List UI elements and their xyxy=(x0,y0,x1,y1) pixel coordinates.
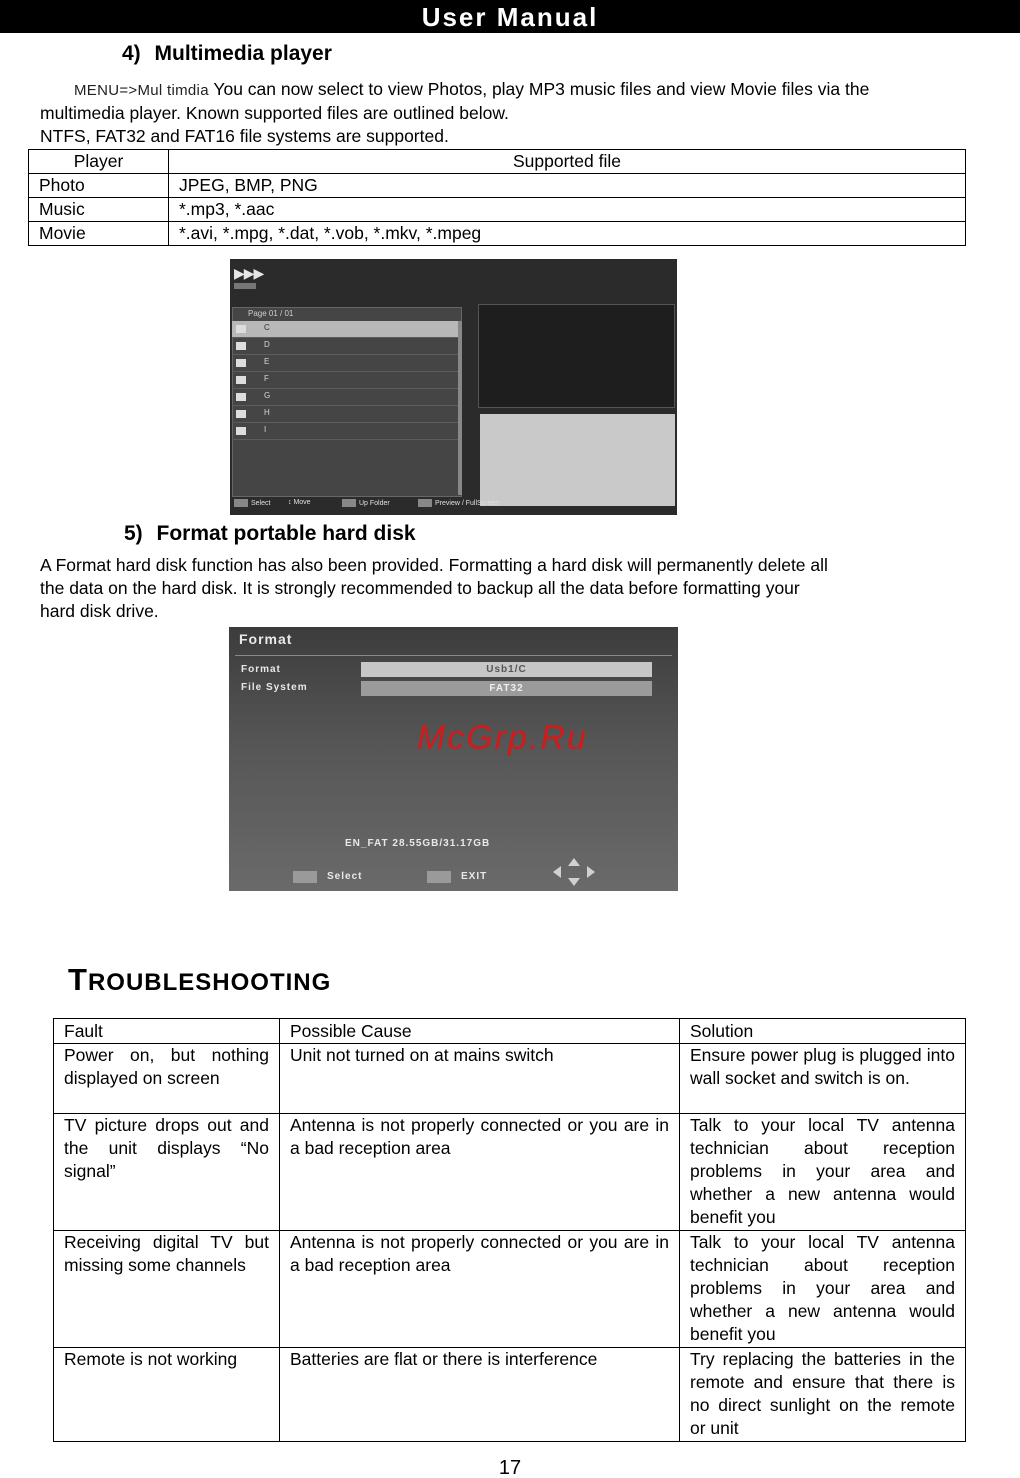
drive-label: H xyxy=(264,408,270,417)
exit-key-icon xyxy=(427,871,451,883)
section-4-number: 4) xyxy=(122,42,141,65)
solution-cell: Try replacing the batteries in the remote and ensure that there is no direct sunlight on the remote or unit xyxy=(680,1348,966,1442)
table-row xyxy=(29,174,966,198)
fault-cell: Power on, but nothing displayed on screen xyxy=(54,1044,280,1114)
solution-cell: Talk to your local TV antenna technician about reception problems in your area and whether a new antenna would benefit you xyxy=(680,1231,966,1348)
drive-icon xyxy=(236,325,246,333)
browser-footer xyxy=(230,497,677,515)
drive-label: D xyxy=(264,340,270,349)
troubleshooting-heading-rest: ROUBLESHOOTING xyxy=(87,969,332,996)
table-row xyxy=(29,222,966,246)
page-indicator: Page 01 / 01 xyxy=(248,309,294,318)
table-row xyxy=(54,1114,966,1231)
format-dialog-screenshot xyxy=(229,627,678,891)
file-system-select[interactable]: FAT32 xyxy=(361,681,652,696)
table-row xyxy=(54,1044,966,1114)
table-cell: Movie xyxy=(29,222,169,246)
media-logo-icon: ▶▶▶ xyxy=(234,265,264,281)
table-cell: Photo xyxy=(29,174,169,198)
drive-icon xyxy=(236,376,246,384)
table-header: Fault xyxy=(54,1019,280,1044)
troubleshooting-table xyxy=(53,1018,966,1442)
drive-icon xyxy=(236,359,246,367)
watermark: McGrp.Ru xyxy=(417,719,588,757)
drive-item[interactable] xyxy=(232,406,458,423)
drive-item[interactable] xyxy=(232,423,458,440)
drive-item[interactable] xyxy=(232,338,458,355)
format-label: Format xyxy=(241,664,281,675)
troubleshooting-heading xyxy=(68,962,331,998)
table-cell: *.avi, *.mpg, *.dat, *.vob, *.mkv, *.mpeg xyxy=(169,222,966,246)
multimedia-browser-screenshot xyxy=(230,259,677,515)
drive-label: F xyxy=(264,374,269,383)
info-pane xyxy=(480,414,675,506)
table-header: Solution xyxy=(680,1019,966,1044)
section-5-line-2: the data on the hard disk. It is strongly recommended to backup all the data before formatting your xyxy=(40,578,800,598)
section-4-heading xyxy=(122,42,332,66)
media-logo-bar xyxy=(234,283,256,289)
section-4-line-1-text: You can now select to view Photos, play MP3 music files and view Movie files via the xyxy=(213,79,870,99)
section-5-heading xyxy=(124,522,416,546)
exit-label: EXIT xyxy=(461,871,488,882)
drive-icon xyxy=(236,393,246,401)
section-4-line-3: NTFS, FAT32 and FAT16 file systems are supported. xyxy=(40,126,449,146)
table-header-row xyxy=(54,1019,966,1044)
table-cell: Music xyxy=(29,198,169,222)
page-number: 17 xyxy=(498,1457,522,1478)
drive-icon xyxy=(236,342,246,350)
cause-cell: Batteries are flat or there is interference xyxy=(280,1348,680,1442)
format-dialog-title: Format xyxy=(239,631,293,647)
fault-cell: TV picture drops out and the unit displays “No signal” xyxy=(54,1114,280,1231)
solution-cell: Ensure power plug is plugged into wall socket and switch is on. xyxy=(680,1044,966,1114)
cause-cell: Antenna is not properly connected or you are in a bad reception area xyxy=(280,1231,680,1348)
table-row xyxy=(54,1348,966,1442)
table-row xyxy=(29,198,966,222)
ok-key-icon xyxy=(293,871,317,883)
footer-preview-label: Preview / FullScreen xyxy=(435,499,500,507)
solution-cell: Talk to your local TV antenna technician about reception problems in your area and whether a new antenna would benefit you xyxy=(680,1114,966,1231)
footer-up-folder-label: Up Folder xyxy=(359,499,390,507)
capacity-readout: EN_FAT 28.55GB/31.17GB xyxy=(345,838,491,849)
table-header-row xyxy=(29,150,966,174)
nav-arrows-icon xyxy=(551,857,597,887)
drive-item[interactable] xyxy=(232,321,458,338)
menu-path: MENU=>Mul timdia xyxy=(74,82,209,99)
drive-label: G xyxy=(264,391,271,400)
table-header: Player xyxy=(29,150,169,174)
move-arrows-icon: ↕ xyxy=(288,499,294,506)
title-divider xyxy=(235,655,672,656)
drive-item[interactable] xyxy=(232,355,458,372)
footer-select-label: Select xyxy=(251,499,271,507)
fault-cell: Remote is not working xyxy=(54,1348,280,1442)
drive-item[interactable] xyxy=(232,389,458,406)
footer-move xyxy=(288,499,311,506)
troubleshooting-heading-initial: T xyxy=(68,962,88,997)
drive-label: E xyxy=(264,357,270,366)
fault-cell: Receiving digital TV but missing some channels xyxy=(54,1231,280,1348)
section-5-line-3: hard disk drive. xyxy=(40,601,159,621)
supported-files-table xyxy=(28,149,966,246)
table-row xyxy=(54,1231,966,1348)
drive-list xyxy=(232,321,458,440)
section-5-line-1: A Format hard disk function has also been provided. Formatting a hard disk will permanently delete all xyxy=(40,555,828,575)
section-5-title: Format portable hard disk xyxy=(156,522,416,545)
drive-label: I xyxy=(264,425,267,434)
footer-select xyxy=(234,499,270,507)
format-drive-select[interactable]: Usb1/C xyxy=(361,662,652,677)
menu-key-icon xyxy=(342,499,356,507)
ok-key-icon xyxy=(234,499,248,507)
drive-icon xyxy=(236,410,246,418)
page-title: User Manual xyxy=(421,2,599,32)
cause-cell: Unit not turned on at mains switch xyxy=(280,1044,680,1114)
cause-cell: Antenna is not properly connected or you are in a bad reception area xyxy=(280,1114,680,1231)
preview-pane xyxy=(478,304,675,408)
drive-label: C xyxy=(264,323,270,332)
section-4-title: Multimedia player xyxy=(154,42,332,65)
table-header: Possible Cause xyxy=(280,1019,680,1044)
drive-icon xyxy=(236,427,246,435)
footer-preview xyxy=(418,499,499,507)
table-cell: *.mp3, *.aac xyxy=(169,198,966,222)
select-label: Select xyxy=(327,871,363,882)
section-5-number: 5) xyxy=(124,522,143,545)
footer-up-folder xyxy=(342,499,390,507)
table-header: Supported file xyxy=(169,150,966,174)
section-4-line-2: multimedia player. Known supported files are outlined below. xyxy=(40,103,509,123)
play-key-icon xyxy=(418,499,432,507)
footer-move-label: Move xyxy=(293,499,311,506)
drive-item[interactable] xyxy=(232,372,458,389)
scrollbar[interactable] xyxy=(458,321,462,495)
section-4-line-1 xyxy=(74,78,869,102)
table-cell: JPEG, BMP, PNG xyxy=(169,174,966,198)
file-system-label: File System xyxy=(241,682,308,693)
